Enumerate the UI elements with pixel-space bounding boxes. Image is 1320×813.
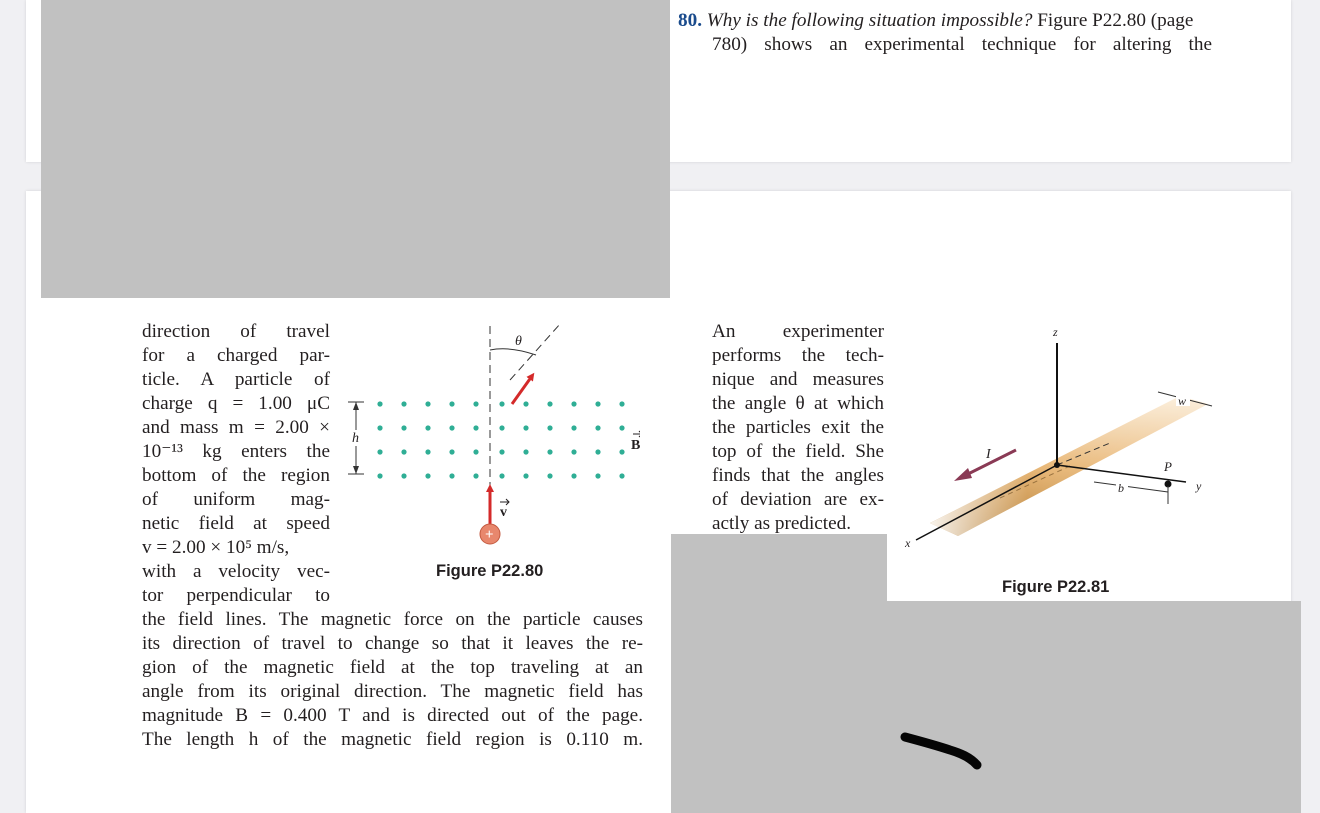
b-vector-label: B [631, 438, 640, 453]
field-dot [547, 425, 552, 430]
problem-80-line-2: 780) shows an experimental technique for altering the [712, 34, 1212, 55]
field-dot [523, 449, 528, 454]
text-line: finds that the angles [712, 465, 884, 486]
x-axis [916, 465, 1057, 540]
field-dot [449, 449, 454, 454]
text-line: actly as predicted. [712, 513, 852, 534]
text-line: of uniform mag- [142, 489, 330, 510]
field-dot [595, 473, 600, 478]
field-dot [523, 401, 528, 406]
field-dot [595, 449, 600, 454]
field-dot [619, 473, 624, 478]
text-line: the field lines. The magnetic force on the particle causes [142, 609, 643, 630]
field-dot [401, 449, 406, 454]
y-label: y [1196, 479, 1202, 493]
field-dot [571, 449, 576, 454]
text-line: top of the field. She [712, 441, 884, 462]
field-dot [401, 401, 406, 406]
field-dot [547, 401, 552, 406]
text-line: the angle θ at which [712, 393, 884, 414]
field-dot [473, 425, 478, 430]
field-dot [473, 449, 478, 454]
field-dot [449, 401, 454, 406]
text-line: v = 2.00 × 10⁵ m/s, [142, 537, 290, 558]
text-line: of deviation are ex- [712, 489, 884, 510]
right-column [712, 320, 884, 536]
p-label: P [1164, 459, 1172, 474]
h-arrow-top [353, 402, 359, 410]
v-vector-label: v [500, 505, 507, 520]
text-line: gion of the magnetic field at the top traveling at an [142, 657, 643, 678]
field-dot [425, 473, 430, 478]
field-dot [619, 449, 624, 454]
left-column-wrapped [142, 320, 330, 608]
text-line: the particles exit the [712, 417, 884, 438]
field-dot [401, 473, 406, 478]
field-dot [547, 473, 552, 478]
field-dot [425, 449, 430, 454]
text-line: magnitude B = 0.400 T and is directed out of the page. [142, 705, 643, 726]
z-label: z [1053, 325, 1058, 339]
problem-80-line-1-rest: Figure P22.80 (page [1037, 10, 1194, 31]
text-line: The length h of the magnetic field region is 0.110 m. [142, 729, 643, 750]
field-dot [523, 473, 528, 478]
field-dot [619, 425, 624, 430]
text-line: nique and measures [712, 369, 884, 390]
exit-velocity-arrow [512, 376, 532, 404]
problem-lead: Why is the following situation impossible? [706, 10, 1033, 31]
text-line: netic field at speed [142, 513, 330, 534]
field-dot [425, 425, 430, 430]
theta-label: θ [515, 334, 522, 349]
text-line: An experimenter [712, 321, 884, 342]
field-dot [377, 473, 382, 478]
field-dot [499, 401, 504, 406]
field-dot [619, 401, 624, 406]
text-line: bottom of the region [142, 465, 330, 486]
current-label: I [986, 447, 991, 462]
b-dimension-line [1094, 482, 1168, 492]
field-dot [595, 401, 600, 406]
problem-80-line-1 [678, 9, 1193, 33]
origin-dot [1054, 462, 1060, 468]
left-column-full [142, 608, 643, 752]
field-dot [449, 473, 454, 478]
figure-p22-81-caption: Figure P22.81 [1002, 578, 1110, 596]
text-line: direction of travel [142, 321, 330, 342]
field-dot [499, 473, 504, 478]
text-line: ticle. A particle of [142, 369, 330, 390]
text-line: and mass m = 2.00 × [142, 417, 330, 438]
field-dot [377, 449, 382, 454]
text-line: its direction of travel to change so that it leaves the re- [142, 633, 643, 654]
w-label: w [1178, 394, 1187, 408]
redaction-block-top-left [41, 0, 670, 298]
text-line: angle from its original direction. The magnetic field has [142, 681, 643, 702]
text-line: tor perpendicular to [142, 585, 330, 606]
text-line: performs the tech- [712, 345, 884, 366]
problem-number: 80. [678, 10, 702, 31]
field-dot [547, 449, 552, 454]
x-label: x [905, 536, 911, 550]
field-dot [377, 425, 382, 430]
b-vector-arrow [633, 431, 640, 437]
figure-p22-80-caption: Figure P22.80 [436, 562, 544, 580]
figure-p22-81 [890, 318, 1240, 558]
text-line: 10⁻¹³ kg enters the [142, 441, 330, 462]
text-line: charge q = 1.00 μC [142, 393, 330, 414]
field-dot [499, 425, 504, 430]
text-line: with a velocity vec- [142, 561, 330, 582]
figure-p22-80 [340, 318, 640, 550]
field-dot [473, 473, 478, 478]
redaction-block-bottom-middle [671, 534, 887, 813]
field-dot [425, 401, 430, 406]
text-line: for a charged par- [142, 345, 330, 366]
h-label: h [352, 431, 359, 446]
field-dot [523, 425, 528, 430]
field-dots [377, 401, 624, 478]
field-dot [595, 425, 600, 430]
field-dot [401, 425, 406, 430]
theta-arc [490, 349, 536, 355]
field-dot [571, 425, 576, 430]
current-arrowhead [954, 468, 972, 481]
field-dot [377, 401, 382, 406]
field-dot [473, 401, 478, 406]
redaction-block-bottom-right [887, 601, 1301, 813]
field-dot [571, 473, 576, 478]
charge-sign: + [485, 527, 494, 543]
b-label: b [1118, 481, 1124, 495]
field-dot [499, 449, 504, 454]
marker-scribble [895, 725, 990, 775]
h-arrow-bottom [353, 466, 359, 474]
deflection-dashed-line [510, 324, 560, 380]
field-dot [449, 425, 454, 430]
field-dot [571, 401, 576, 406]
